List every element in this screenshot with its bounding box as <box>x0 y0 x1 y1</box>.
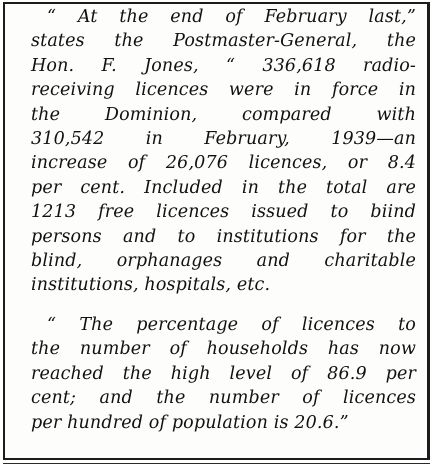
text-line: “ The percentage of licences to <box>47 315 416 335</box>
text-line: “ At the end of February last,” <box>47 7 416 27</box>
text-line: increase of 26,076 licences, or 8.4 <box>31 153 416 174</box>
text-line: the Dominion, compared with <box>31 104 416 125</box>
text-line: cent; and the number of licences <box>31 388 416 409</box>
text-line: reached the high level of 86.9 per <box>31 363 416 384</box>
bottom-rule-divider <box>3 463 430 464</box>
text-line: states the Postmaster-General, the <box>31 31 416 52</box>
text-line: per hundred of population is 20.6.” <box>31 412 349 433</box>
text-line: blind, orphanages and charitable <box>31 251 416 272</box>
text-line: Hon. F. Jones, “ 336,618 radio- <box>31 55 416 76</box>
text-line: the number of households has now <box>31 339 416 360</box>
text-line: institutions, hospitals, etc. <box>31 275 271 296</box>
text-line: per cent. Included in the total are <box>31 177 416 198</box>
text-line: receiving licences were in force in <box>31 80 416 101</box>
text-line: persons and to institutions for the <box>31 226 416 247</box>
text-line: 310,542 in February, 1939—an <box>31 129 416 150</box>
text-line: 1213 free licences issued to biind <box>31 202 416 223</box>
article-paragraph-2 <box>31 313 416 435</box>
article-paragraph-1 <box>31 5 416 298</box>
